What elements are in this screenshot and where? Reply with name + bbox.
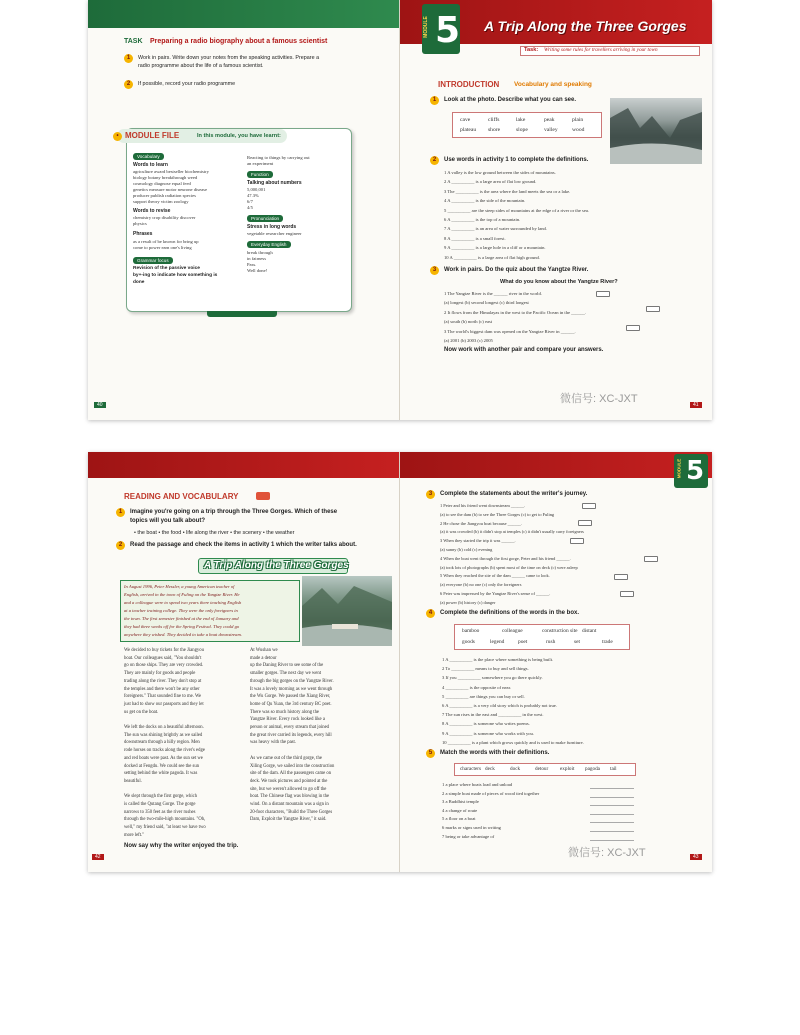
intro-line: the town. The first semester finished at the end of January and (124, 616, 239, 621)
green-header-band (88, 0, 399, 28)
activity-5-instruction: Match the words with their definitions. (440, 750, 550, 756)
module-file-title: MODULE FILE (125, 131, 180, 140)
river-drawing (302, 576, 392, 646)
passage-line: narrows to 350 feet as the river rushes (124, 809, 196, 815)
passage-line: up the Daning River to see some of the (250, 663, 324, 669)
passage-line: It was a lovely morning as we went through (250, 686, 333, 692)
activity-4-instruction: Complete the definitions of the words in the box. (440, 610, 580, 616)
definition-item: 9 A __________ is a large hole in a cliff or a mountain. (444, 245, 546, 251)
activity-1-line: Imagine you're going on a trip through the Three Gorges. Which of these (130, 509, 338, 515)
statement-line: 6 Peter was impressed by the Yangtze River's sense of ______. (440, 591, 551, 596)
step-1-line-1: Work in pairs. Write down your notes from the speaking activities. Prepare a (138, 55, 320, 61)
passage-line: Xiling Gorge, we sailed into the construction (250, 763, 335, 769)
vocab-box (452, 112, 602, 138)
box-word: bamboo (462, 628, 480, 634)
river-photo (302, 576, 392, 646)
activity-2-bullet: 2 (430, 156, 439, 165)
passage-line: Dam, Exploit the Yangtze River," it said. (250, 817, 327, 823)
match-word: dock (510, 766, 521, 772)
stress-title: Stress in long words (247, 224, 297, 230)
definition-item: 7 The sun rises in the east and __________ in the west. (442, 712, 544, 718)
revise-line: physics (133, 221, 147, 226)
statement-line: 4 When the boat went through the first gorge, Peter and his friend ______. (440, 555, 571, 561)
phrase-line: come to power earn one's living (133, 245, 192, 250)
quiz-footer: Now work with another pair and compare your answers. (444, 347, 604, 353)
step-1-bullet: 1 (124, 54, 133, 63)
answer-dropdown[interactable] (614, 574, 628, 580)
word-line: cosmology diagnose equal feed (133, 181, 191, 186)
answer-dropdown[interactable] (626, 325, 640, 331)
answer-dropdown[interactable] (578, 520, 592, 526)
everyday-english-tag: Everyday English (247, 241, 291, 248)
passage-line: downstream through a hilly region. Men (124, 740, 200, 746)
answer-line[interactable] (590, 840, 634, 841)
vocab-word: wood (572, 127, 585, 133)
match-word: tail (610, 766, 617, 772)
number-line: 47.3% (247, 193, 259, 198)
passage-line: site of the dam. All the passengers came on (250, 771, 332, 777)
definition-item: 2 A __________ is a large area of flat low ground. (444, 179, 537, 185)
passage-line: was heavy with the past. (250, 740, 296, 746)
passage-line: As we came out of the third gorge, the (250, 755, 322, 761)
definition-item: 3 If you __________ somewhere you go there quickly. (442, 675, 543, 681)
words-to-revise: Words to revise (133, 208, 171, 214)
statement-line: 2 He chose the Jiangyou boat because ______. (440, 520, 522, 526)
everyday-line: in fairness (247, 256, 267, 261)
statement-line: 5 When they reached the site of the dam ______ came to look. (440, 573, 550, 579)
introduction-heading: INTRODUCTION (438, 80, 500, 89)
module-title: A Trip Along the Three Gorges (484, 18, 687, 34)
passage-line: is called the Qutang Gorge. The gorge (124, 802, 196, 807)
definition-item: 8 A __________ is a small forest. (444, 235, 506, 241)
book-spread-1 (88, 0, 712, 420)
statement-line: (a) it was crowded (b) it didn't stop at temples (c) it didn't usually carry foreigners (440, 529, 584, 535)
module-word: MODULE (422, 16, 429, 38)
answer-line[interactable] (590, 797, 634, 798)
passage-line: through the two-mile-high mountains. "Oh, (124, 817, 206, 823)
match-word: characters (460, 766, 482, 772)
activity-3-bullet: 3 (426, 490, 435, 499)
grammar-tag: Grammar focus (133, 257, 173, 264)
definition-item: 4 __________ is the opposite of near. (442, 684, 512, 690)
statement-line: (a) everyone (b) no one (c) only the foreigners (440, 582, 522, 588)
definition-item: 1 A __________ is the place where something is being built. (442, 657, 554, 662)
talking-numbers: Talking about numbers (247, 180, 302, 186)
box-word: construction site (542, 628, 578, 634)
intro-line: In August 1996, Peter Hessler, a young American teacher of (124, 584, 235, 589)
match-word: deck (485, 766, 495, 772)
match-item: 7 being or take advantage of (442, 833, 495, 839)
intro-line: they had three weeks off for the Spring Festival. They could go (124, 624, 240, 629)
passage-line: We slept through the first gorge, which (124, 794, 198, 800)
word-line: producer publish radiation species (133, 193, 196, 198)
passage-line: 20-foot characters, "Build the Three Gorges (250, 809, 333, 815)
answer-dropdown[interactable] (620, 591, 634, 597)
phrase-line: as a result of be known for bring up (133, 239, 199, 244)
statement-line: (a) sunny (b) cold (c) evening (440, 547, 493, 552)
passage-line: We left the docks on a beautiful afternoon. (124, 725, 204, 730)
passage-line: smaller gorges. The next day we went (250, 671, 322, 677)
activity-1-bullet: 1 (430, 96, 439, 105)
vocab-word: lake (516, 117, 526, 123)
match-item: 1 a place where boats load and unload (442, 782, 513, 787)
module-badge (422, 4, 460, 54)
quiz-title: What do you know about the Yangtze River? (500, 279, 618, 285)
passage-line: The sun was shining brightly as we sailed (124, 732, 203, 738)
activity-5-bullet: 5 (426, 749, 435, 758)
activity-2-instruction: Use words in activity 1 to complete the definitions. (444, 157, 589, 163)
answer-line[interactable] (590, 814, 634, 815)
definition-item: 3 The __________ is the area where the land meets the sea or a lake. (444, 188, 571, 194)
activity-1-bullet: 1 (116, 508, 125, 517)
intro-line: and a colleague were to spend two years there teaching English (124, 600, 242, 605)
answer-dropdown[interactable] (596, 291, 610, 297)
definition-item: 10 A __________ is a large area of flat high ground. (444, 254, 540, 260)
page-number: 42 (92, 854, 104, 860)
module-file-subtitle: In this module, you have learnt: (197, 133, 281, 139)
grammar-line: by+-ing to indicate how something is (133, 273, 218, 278)
book-icon (256, 492, 270, 500)
box-word: set (574, 639, 580, 645)
definition-item: 7 A __________ is an area of water surrounded by land. (444, 226, 547, 232)
gorge-photo (610, 98, 702, 164)
definition-item: 2 To __________ means to buy and sell things. (442, 666, 529, 672)
quiz-line: 1 The Yangtze River is the ______ river in the world. (444, 291, 542, 296)
definition-item: 5 __________ are things you can buy or sell. (442, 693, 525, 699)
number-line: 6/7 (247, 199, 253, 204)
passage-line: site, but we weren't allowed to go off the (250, 786, 327, 792)
activity-1-line: topics will you talk about? (130, 518, 206, 524)
passage-footer: Now say why the writer enjoyed the trip. (124, 843, 239, 849)
statement-line: (a) to see the dam (b) to see the Three Gorges (c) to get to Fuling (440, 511, 555, 517)
everyday-line: Pass. (247, 262, 257, 267)
module-number: 5 (435, 10, 461, 51)
intro-line: anywhere they wished. They decided to take a boat downstream. (124, 632, 242, 637)
red-header-band (88, 452, 399, 478)
match-item: 6 marks or signs used in writing (442, 825, 501, 830)
vocabulary-tag: Vocabulary (133, 153, 164, 160)
number-line: 5,000,001 (247, 187, 266, 192)
passage-line: more left." (124, 832, 145, 838)
vocab-word: plain (572, 117, 584, 123)
passage-line: and red boats were past. As the sun set we (124, 755, 203, 761)
quiz-line: (a) 2001 (b) 2003 (c) 2005 (444, 338, 493, 343)
answer-dropdown[interactable] (582, 503, 596, 509)
red-header-band (400, 452, 712, 478)
module-number: 5 (686, 456, 705, 486)
task-text: Writing some rules for travellers arriving in your town (544, 47, 658, 53)
pronunciation-tag: Pronunciation (247, 215, 283, 222)
match-word: detour (535, 766, 549, 772)
quiz-line: (a) longest (b) second longest (c) third longest (444, 300, 529, 306)
page-number: 40 (94, 402, 106, 408)
answer-line[interactable] (590, 805, 634, 806)
intro-line: at a teacher training college. They were the only foreigners in (124, 608, 238, 613)
activity-2-instruction: Read the passage and check the items in activity 1 which the writer talks about. (130, 542, 357, 548)
passage-line: We decided to buy tickets for the Jiangyou (124, 648, 204, 653)
passage-line: the temples and there won't be any other (124, 686, 200, 692)
module-word: MODULE (676, 458, 682, 479)
page-41 (400, 0, 712, 420)
step-2-bullet: 2 (124, 80, 133, 89)
page-40 (88, 0, 400, 420)
passage-line: through the big gorges on the Yangtze River. (250, 678, 334, 684)
passage-line: beautiful. (124, 778, 142, 784)
everyday-line: break through (247, 250, 273, 255)
topics-list: • the boat • the food • life along the river • the scenery • the weather (134, 530, 295, 536)
number-line: 4/5 (247, 205, 253, 210)
passage-line: trading along the river. They don't stop at (124, 678, 202, 684)
activity-2-bullet: 2 (116, 541, 125, 550)
vocab-word: cave (460, 117, 471, 123)
box-word: colleague (502, 628, 523, 634)
passage-line: go on those ships. They are very crowded. (124, 663, 204, 669)
word-line: biology botany breakthrough weed (133, 175, 198, 180)
passage-line: foreigners." That sounded fine to me. We (124, 694, 202, 700)
section-heading: READING AND VOCABULARY (124, 492, 239, 501)
word-line: support theory victim zoology (133, 199, 189, 204)
book-spread-2 (88, 452, 712, 872)
definition-item: 6 A __________ is a very old story which is probably not true. (442, 703, 557, 708)
vocab-word: cliffs (488, 117, 500, 123)
answer-line[interactable] (590, 822, 634, 823)
watermark-text: 微信号: XC-JXT (560, 393, 638, 405)
activity-4-bullet: 4 (426, 609, 435, 618)
module-file-bullet: • (113, 132, 122, 141)
page-number: 43 (690, 854, 702, 860)
task-title: Preparing a radio biography about a famous scientist (150, 38, 328, 45)
box-word: trade (602, 639, 613, 645)
vocab-word: plateau (460, 127, 477, 133)
everyday-line: Well done! (247, 268, 268, 273)
match-item: 2 a simple boat made of pieces of wood tied together (442, 790, 540, 796)
page-42 (88, 452, 400, 872)
vocab-word: slope (516, 127, 528, 133)
answer-line[interactable] (590, 831, 634, 832)
intro-line: English, arrived in the town of Fuling on the Yangtze River. He (124, 592, 240, 597)
vocab-word: peak (544, 117, 555, 123)
passage-line: boat. Our colleagues said, "You shouldn't (124, 655, 202, 661)
passage-line: us get on the boat. (124, 709, 159, 715)
statement-line: 1 Peter and his friend went downstream ______. (440, 503, 526, 508)
box-word: rush (546, 639, 556, 645)
activity-1-instruction: Look at the photo. Describe what you can see. (444, 97, 577, 103)
answer-dropdown[interactable] (644, 556, 658, 562)
word-line: agriculture award bestseller biochemistry (133, 169, 209, 174)
word-line: genetics measure motor neurone disease (133, 187, 207, 192)
box-word: legend (490, 639, 505, 645)
passage-line: rode horses on tracks along the river's edge (124, 748, 205, 754)
passage-line: well," my friend said, "at least we have two (124, 825, 206, 831)
box-word: poet (518, 639, 528, 645)
task-label: TASK (124, 38, 143, 45)
step-1-line-2: radio programme about the life of a famous scientist. (138, 63, 264, 69)
watermark-text: 微信号: XC-JXT (568, 847, 646, 859)
vocab-word: valley (544, 127, 558, 133)
passage-line: docked at Fengdu. We could see the sun (124, 763, 200, 769)
right-col-line: Reacting to things by carrying out (247, 155, 310, 160)
passage-line: wind. On a distant mountain was a sign in (250, 802, 329, 807)
match-item: 3 a Buddhist temple (442, 799, 479, 805)
mountain-drawing (610, 98, 702, 164)
match-item: 5 a floor on a boat (442, 816, 476, 822)
definition-item: 4 A __________ is the side of the mountain. (444, 198, 526, 204)
grammar-line: done (133, 280, 145, 285)
passage-line: deck. We took pictures and pointed at the (250, 778, 328, 784)
passage-title: A Trip Along the Three Gorges (204, 560, 349, 571)
answer-dropdown[interactable] (646, 306, 660, 312)
match-word: exploit (560, 766, 575, 772)
answer-dropdown[interactable] (570, 538, 584, 544)
definition-item: 6 A __________ is the top of a mountain. (444, 217, 521, 222)
passage-line: made a detour (250, 655, 277, 661)
passage-line: just had to show our passports and they let (124, 701, 204, 707)
statement-line: (a) took lots of photographs (b) spent most of the time on deck (c) were asleep (440, 564, 578, 570)
module-file-panel (116, 128, 352, 312)
definition-item: 10 __________ is a plant which grows quickly and is used to make furniture. (442, 739, 584, 745)
quiz-line: 2 It flows from the Himalayas in the west to the Pacific Ocean in the ______. (444, 309, 587, 315)
passage-line: the Wu Gorge. We passed the Xiang River, (250, 694, 331, 700)
definition-item: 8 A __________ is someone who writes poems. (442, 721, 530, 727)
revise-line: chemistry crop disability discover (133, 215, 196, 220)
statement-line: 3 When they started the trip it was ______. (440, 538, 516, 544)
activity-3-instruction: Complete the statements about the writer's journey. (440, 491, 588, 497)
statement-line: (a) power (b) history (c) danger (440, 599, 496, 605)
page-43 (400, 452, 712, 872)
passage-line: setting behind the white pagoda. It was (124, 771, 198, 777)
words-to-learn: Words to learn (133, 162, 168, 168)
quiz-line: (a) south (b) north (c) east (444, 319, 493, 325)
passage-line: home of Qu Yuan, the 3rd century BC poet. (250, 701, 332, 707)
passage-line: They are mainly for goods and people (124, 671, 196, 677)
page-number: 41 (690, 402, 702, 408)
match-word: pagoda (585, 766, 600, 772)
activity-3-instruction: Work in pairs. Do the quiz about the Yangtze River. (444, 267, 589, 273)
definition-item: 9 A __________ is someone who works with you. (442, 730, 535, 736)
vocab-word: shore (488, 127, 501, 133)
introduction-subheading: Vocabulary and speaking (514, 81, 592, 88)
function-tag: Function (247, 171, 273, 178)
box-word: distant (582, 628, 597, 634)
stress-line: vegetable researcher engineer (247, 231, 302, 236)
passage-line: Yangtze River. Every rock looked like a (250, 717, 325, 723)
grammar-line: Revision of the passive voice (133, 266, 200, 271)
definition-item: 5 __________ are the steep sides of mountains at the edge of a river or the sea. (444, 207, 590, 213)
passage-line: There was so much history along the (250, 709, 319, 715)
phrases-heading: Phrases (133, 231, 153, 237)
right-col-line: an experiment (247, 161, 274, 166)
task-label: Task: (524, 47, 539, 53)
activity-3-bullet: 3 (430, 266, 439, 275)
answer-line[interactable] (590, 788, 634, 789)
passage-line: At Wushan we (250, 648, 278, 653)
quiz-line: 3 The world's biggest dam was opened on the Yangtze River in ______. (444, 328, 576, 334)
passage-line: boat. The Chinese flag was blowing in the (250, 794, 330, 800)
passage-line: the great river carried its legends, every hill (250, 732, 332, 738)
match-item: 4 a change of route (442, 807, 478, 813)
step-2-text: If possible, record your radio programme (138, 81, 236, 87)
definition-item: 1 A valley is the low ground between the sides of mountains. (444, 170, 556, 175)
panel-tab (207, 311, 277, 317)
module-badge (674, 454, 708, 488)
box-word: goods (462, 639, 475, 645)
passage-line: person or animal, every stream that joined (250, 725, 330, 730)
